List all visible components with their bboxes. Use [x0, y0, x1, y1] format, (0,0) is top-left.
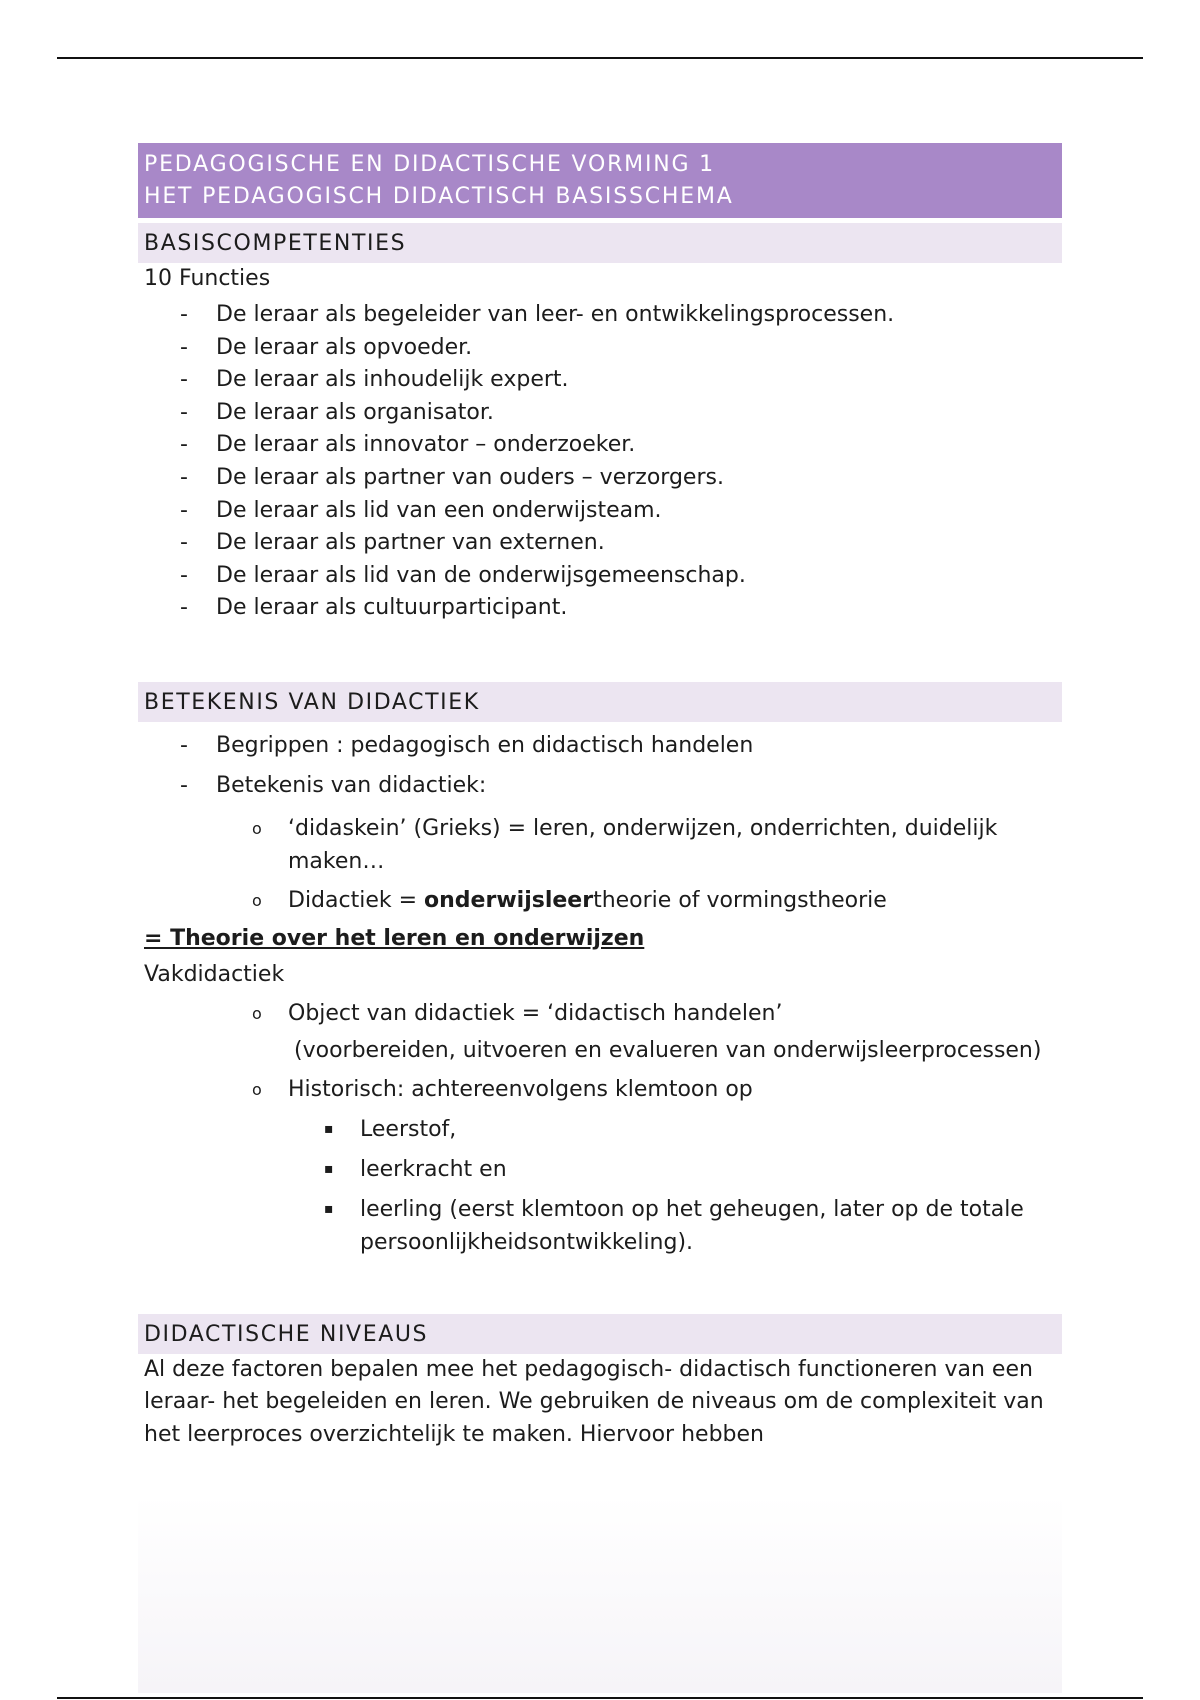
didactiek-item: [138, 884, 1062, 917]
leerkracht-item: [138, 1153, 1062, 1186]
title-line-2: HET PEDAGOGISCH DIDACTISCH BASISSCHEMA: [144, 184, 734, 209]
section-heading-basiscompetenties: BASISCOMPETENTIES: [138, 223, 1062, 263]
document-title: [138, 143, 1062, 218]
list-item: - De leraar als partner van externen.: [138, 527, 1062, 560]
functies-intro: 10 Functies: [144, 266, 271, 291]
circle-bullet-icon: o: [252, 1003, 262, 1023]
section-heading-niveaus: DIDACTISCHE NIVEAUS: [138, 1314, 1062, 1354]
list-item: - Begrippen : pedagogisch en didactisch handelen: [138, 726, 1062, 766]
list-item: - De leraar als lid van een onderwijsteam.: [138, 495, 1062, 528]
footer-rule: [57, 1697, 1143, 1699]
historisch-item: [138, 1073, 1062, 1106]
spacer: [138, 1259, 1062, 1309]
list-item: - De leraar als begeleider van leer- en ontwikkelingsprocessen.: [138, 299, 1062, 332]
circle-bullet-icon: o: [252, 1079, 262, 1099]
circle-bullet-icon: o: [252, 818, 262, 838]
list-item: - De leraar als organisator.: [138, 397, 1062, 430]
vakdidactiek-label: Vakdidactiek: [144, 961, 285, 987]
didactiek-text-pre: Didactiek =: [288, 887, 425, 913]
circle-bullet-icon: o: [252, 890, 262, 910]
object-detail: (voorbereiden, uitvoeren en evalueren van onderwijsleerprocessen): [294, 1037, 1042, 1063]
didactiek-text-bold: onderwijsleer: [424, 887, 594, 913]
square-bullet-icon: ▪: [324, 1160, 334, 1177]
leerling-text: leerling (eerst klemtoon op het geheugen, later op de totale persoonlijkheidsontwikkeling).: [360, 1196, 1024, 1255]
object-text: Object van didactiek = ‘didactisch handelen’: [288, 1000, 783, 1026]
leerstof-text: Leerstof,: [360, 1116, 457, 1142]
faded-preview-area: [138, 1495, 1062, 1693]
document-page: [138, 143, 1062, 1451]
section-heading-betekenis: BETEKENIS VAN DIDACTIEK: [138, 682, 1062, 722]
list-item: - De leraar als inhoudelijk expert.: [138, 364, 1062, 397]
square-bullet-icon: ▪: [324, 1200, 334, 1217]
spacer: [138, 625, 1062, 677]
square-bullet-icon: ▪: [324, 1120, 334, 1137]
historisch-text: Historisch: achtereenvolgens klemtoon op: [288, 1076, 753, 1102]
title-line-1: PEDAGOGISCHE EN DIDACTISCHE VORMING 1: [144, 152, 715, 177]
theorie-statement: = Theorie over het leren en onderwijzen: [144, 925, 645, 951]
object-item: [138, 997, 1062, 1030]
list-item: - De leraar als lid van de onderwijsgemeenschap.: [138, 560, 1062, 593]
list-item: - De leraar als opvoeder.: [138, 332, 1062, 365]
leerkracht-text: leerkracht en: [360, 1156, 507, 1182]
leerstof-item: [138, 1113, 1062, 1146]
niveaus-paragraph: Al deze factoren bepalen mee het pedagogisch- didactisch functioneren van een leraar- het begeleiden en leren. We gebruiken de niveaus om de complexiteit van het leerproces overzichtelijk te maken. Hiervoor hebben: [144, 1356, 1044, 1447]
header-rule: [57, 57, 1143, 59]
functies-list: [138, 299, 1062, 625]
list-item: - De leraar als cultuurparticipant.: [138, 592, 1062, 625]
list-item: - De leraar als partner van ouders – verzorgers.: [138, 462, 1062, 495]
didaskein-text: ‘didaskein’ (Grieks) = leren, onderwijzen, onderrichten, duidelijk maken…: [288, 815, 998, 874]
list-item: - Betekenis van didactiek:: [138, 766, 1062, 806]
begrippen-list: [138, 726, 1062, 806]
leerling-item: [138, 1193, 1062, 1259]
didaskein-item: [138, 812, 1062, 878]
didactiek-text-post: theorie of vormingstheorie: [593, 887, 887, 913]
list-item: - De leraar als innovator – onderzoeker.: [138, 429, 1062, 462]
